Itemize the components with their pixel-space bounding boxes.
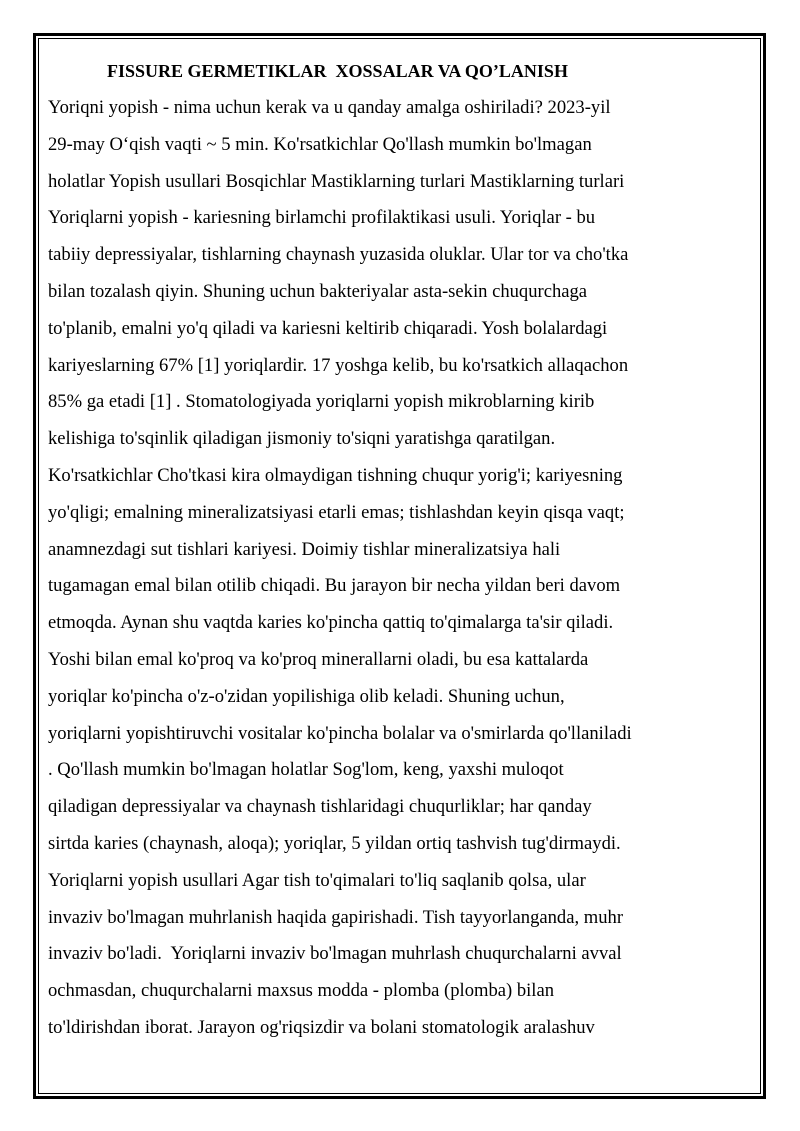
body-line: invaziv bo'lmagan muhrlanish haqida gapirishadi. Tish tayyorlanganda, muhr <box>48 906 624 928</box>
body-line: anamnezdagi sut tishlari kariyesi. Doimiy tishlar mineralizatsiya hali <box>48 538 561 560</box>
document-body <box>48 90 758 1047</box>
body-line: qiladigan depressiyalar va chaynash tishlaridagi chuqurliklar; har qanday <box>48 796 592 818</box>
body-line: yoriqlar ko'pincha o'z-o'zidan yopilishiga olib keladi. Shuning uchun, <box>48 685 565 707</box>
body-line: Yoriqni yopish - nima uchun kerak va u qanday amalga oshiriladi? 2023-yil <box>48 97 611 118</box>
body-line: sirtda karies (chaynash, aloqa); yoriqlar, 5 yildan ortiq tashvish tug'dirmaydi. <box>48 832 621 854</box>
body-line: Yoriqlarni yopish - kariesning birlamchi profilaktikasi usuli. Yoriqlar - bu <box>48 207 596 229</box>
body-line: holatlar Yopish usullari Bosqichlar Mastiklarning turlari Mastiklarning turlari <box>48 170 625 192</box>
body-line: kelishiga to'sqinlik qiladigan jismoniy to'siqni yaratishga qaratilgan. <box>48 428 556 450</box>
body-line: Yoriqlarni yopish usullari Agar tish to'qimalari to'liq saqlanib qolsa, ular <box>48 869 586 891</box>
body-line: Ko'rsatkichlar Cho'tkasi kira olmaydigan tishning chuqur yorig'i; kariyesning <box>48 464 623 486</box>
body-line: yoriqlarni yopishtiruvchi vositalar ko'pincha bolalar va o'smirlarda qo'llaniladi <box>48 722 632 744</box>
body-line: etmoqda. Aynan shu vaqtda karies ko'pincha qattiq to'qimalarga ta'sir qiladi. <box>48 612 614 634</box>
body-line: Yoshi bilan emal ko'proq va ko'proq minerallarni oladi, bu esa kattalarda <box>48 648 589 670</box>
body-line: ochmasdan, chuqurchalarni maxsus modda - plomba (plomba) bilan <box>48 980 555 1002</box>
body-line: yo'qligi; emalning mineralizatsiyasi etarli emas; tishlashdan keyin qisqa vaqt; <box>48 501 625 523</box>
body-line: . Qo'llash mumkin bo'lmagan holatlar Sog'lom, keng, yaxshi muloqot <box>48 759 564 781</box>
body-line: 29-may O‘qish vaqti ~ 5 min. Ko'rsatkichlar Qo'llash mumkin bo'lmagan <box>48 133 592 155</box>
body-line: invaziv bo'ladi. Yoriqlarni invaziv bo'lmagan muhrlash chuqurchalarni avval <box>48 943 622 965</box>
body-line: to'ldirishdan iborat. Jarayon og'riqsizdir va bolani stomatologik aralashuv <box>48 1016 595 1038</box>
document-title: FISSURE GERMETIKLAR XOSSALAR VA QO’LANISH <box>107 61 568 81</box>
body-line: 85% ga etadi [1] . Stomatologiyada yoriqlarni yopish mikroblarning kirib <box>48 391 595 413</box>
body-line: tugamagan emal bilan otilib chiqadi. Bu jarayon bir necha yildan beri davom <box>48 575 621 597</box>
body-line: kariyeslarning 67% [1] yoriqlardir. 17 yoshga kelib, bu ko'rsatkich allaqachon <box>48 354 629 376</box>
body-line: to'planib, emalni yo'q qiladi va kariesni keltirib chiqaradi. Yosh bolalardagi <box>48 317 608 339</box>
body-line: tabiiy depressiyalar, tishlarning chaynash yuzasida oluklar. Ular tor va cho'tka <box>48 244 629 266</box>
body-line: bilan tozalash qiyin. Shuning uchun bakteriyalar asta-sekin chuqurchaga <box>48 280 588 302</box>
